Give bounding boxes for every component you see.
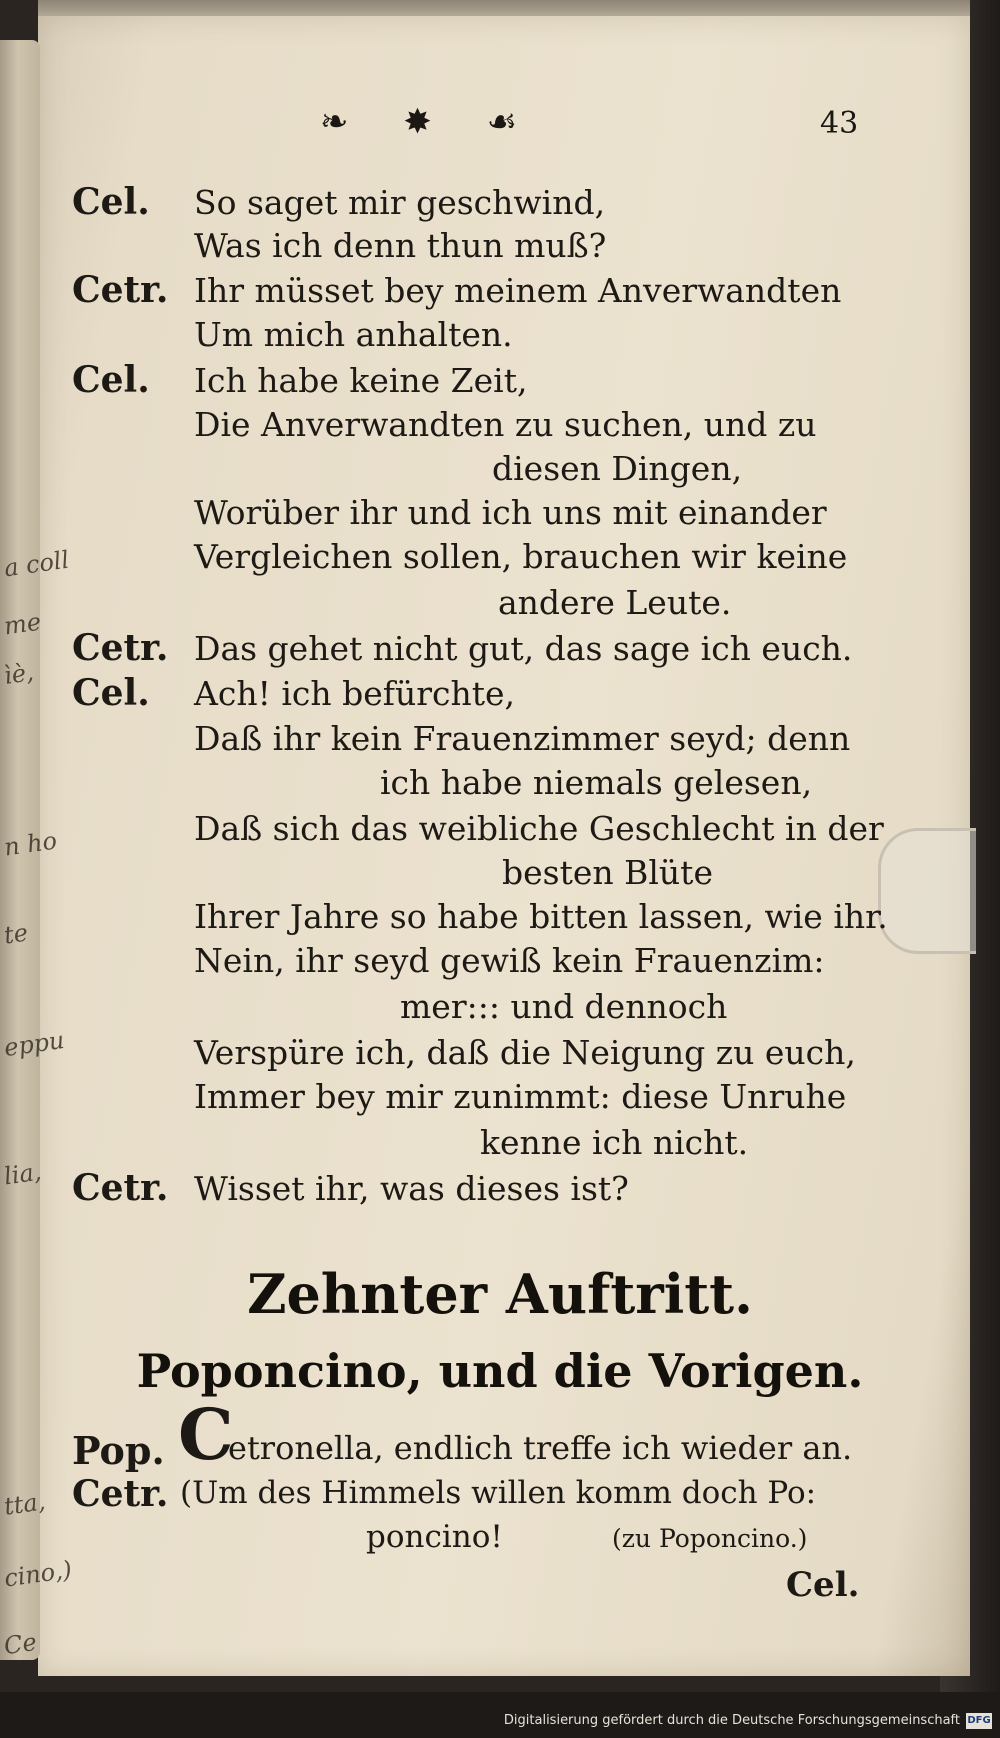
dialogue-line: besten Blüte (502, 853, 713, 892)
page-number: 43 (820, 106, 859, 141)
dialogue-line: Immer bey mir zunimmt: diese Unruhe (194, 1077, 847, 1116)
dialogue-line: Daß sich das weibliche Geschlecht in der (194, 809, 884, 848)
dialogue-line: ich habe niemals gelesen, (380, 763, 813, 802)
scene-title: Zehnter Auftritt. (247, 1262, 753, 1326)
dialogue-line: Verspüre ich, daß die Neigung zu euch, (194, 1033, 856, 1072)
speaker-label: Cel. (72, 359, 150, 401)
left-fragment: te (2, 918, 30, 950)
dialogue-line: Die Anverwandten zu suchen, und zu (194, 405, 817, 444)
dialogue-line: mer::: und dennoch (400, 987, 728, 1026)
left-fragment: me (2, 607, 43, 641)
dialogue-line: Nein, ihr seyd gewiß kein Frauenzim: (194, 941, 825, 980)
left-fragment: Ce (2, 1627, 39, 1661)
dialogue-line: Ihrer Jahre so habe bitten lassen, wie ihr. (194, 897, 888, 936)
attribution-text: Digitalisierung gefördert durch die Deutsche Forschungsgemeinschaft (503, 1713, 960, 1728)
left-fragment: ìè, (2, 658, 36, 690)
dialogue-line: Vergleichen sollen, brauchen wir keine (194, 537, 848, 576)
header-ornament: ❧ ✸ ☙ (320, 102, 540, 142)
left-fragment: cino,) (2, 1555, 74, 1593)
dialogue-line: Ach! ich befürchte, (194, 674, 516, 713)
speaker-label: Cel. (72, 672, 150, 714)
left-fragment: lia, (2, 1157, 44, 1191)
scene-subtitle: Poponcino, und die Vorigen. (136, 1344, 864, 1398)
dialogue-line: Um mich anhalten. (194, 315, 513, 354)
left-fragment: eppu (2, 1025, 67, 1063)
dialogue-line: Ihr müsset bey meinem Anverwandten (194, 271, 842, 310)
drop-initial: C (178, 1393, 234, 1476)
dialogue-line: Wisset ihr, was dieses ist? (194, 1169, 629, 1208)
speaker-label: Cel. (72, 181, 150, 223)
speaker-label: Cetr. (72, 627, 169, 669)
dialogue-line: So saget mir geschwind, (194, 183, 606, 222)
dialogue-line: etronella, endlich treffe ich wieder an. (228, 1429, 853, 1467)
left-fragment: a coll (2, 545, 71, 583)
footer-bar (0, 1692, 1000, 1738)
speaker-label: Cetr. (72, 1473, 169, 1515)
dialogue-line: Worüber ihr und ich uns mit einander (194, 493, 827, 532)
catchword: Cel. (786, 1565, 860, 1605)
bookmark-tab (878, 828, 976, 954)
left-page-sliver (0, 40, 74, 1661)
left-fragment: tta, (2, 1487, 47, 1521)
dialogue-line: Das gehet nicht gut, das sage ich euch. (194, 629, 853, 668)
dialogue-line: andere Leute. (498, 583, 732, 622)
speaker-label: Cetr. (72, 1167, 169, 1209)
stage-direction: (zu Poponcino.) (612, 1524, 808, 1553)
dfg-logo: DFG (966, 1713, 992, 1729)
speaker-label: Cetr. (72, 269, 169, 311)
left-fragment: n ho (2, 826, 59, 862)
dialogue-line: Was ich denn thun muß? (194, 226, 607, 265)
dialogue-line: kenne ich nicht. (480, 1123, 749, 1162)
dialogue-line: Daß ihr kein Frauenzimmer seyd; denn (194, 719, 851, 758)
speaker-label: Pop. (72, 1428, 165, 1473)
dialogue-line: (Um des Himmels willen komm doch Po: (180, 1475, 817, 1511)
dialogue-line: poncino! (366, 1519, 503, 1555)
dialogue-line: diesen Dingen, (492, 449, 743, 488)
dialogue-line: Ich habe keine Zeit, (194, 361, 528, 400)
